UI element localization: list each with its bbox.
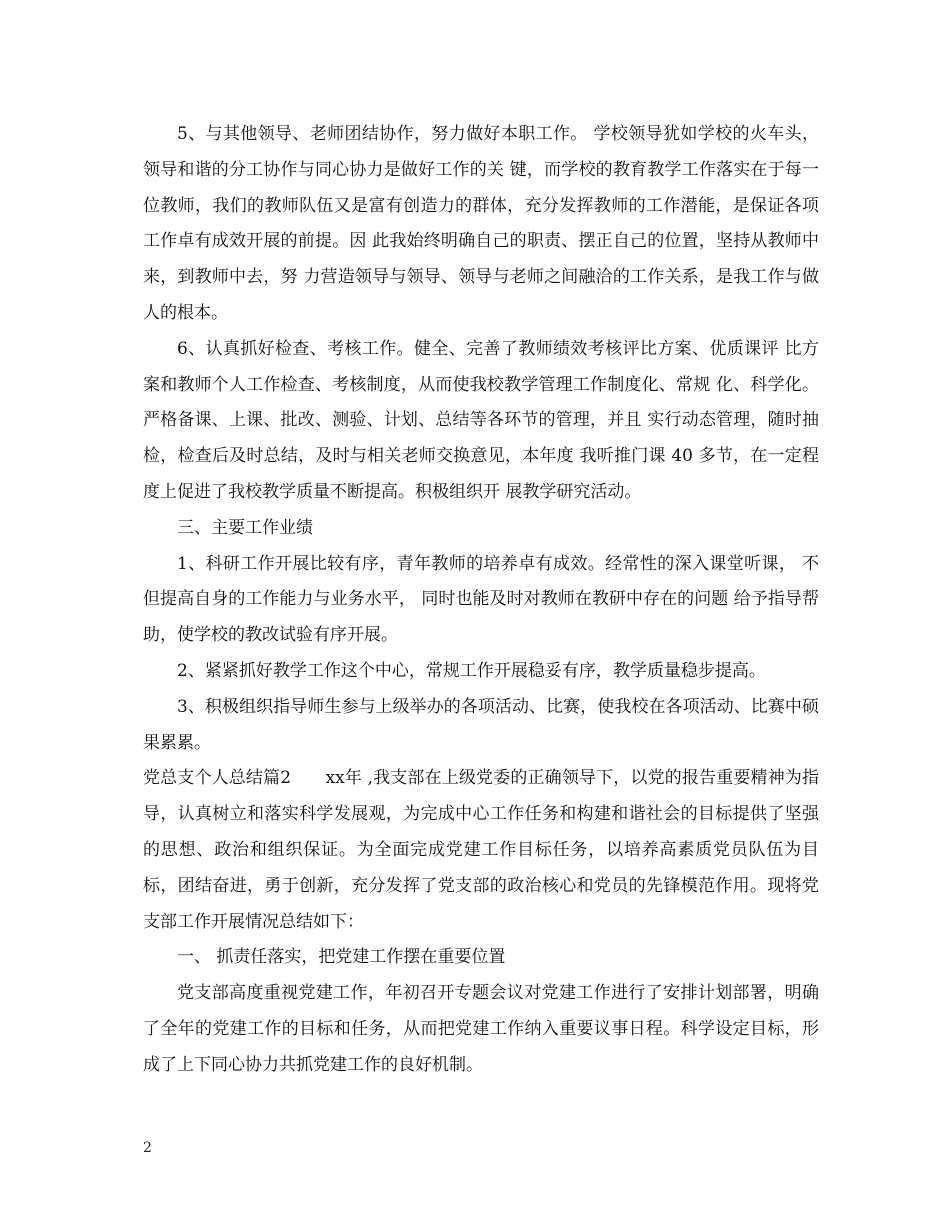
section-heading-achievements: 三、主要工作业绩 — [177, 517, 313, 538]
document-body — [143, 117, 819, 1084]
paragraph-item6-inspection: 6、认真抓好检查、考核工作。健全、完善了教师绩效考核评比方案、优质课评 比方案和教师个人工作检查、考核制度，从而使我校教学管理工作制度化、常规 化、科学化。严格备课、上课、批改、测验、计划、总结等各环节的管理，并且 实行动态管理，随时抽检，检查后及时总结，及时与相关老师交换意见，本年度 我听推门课 40 多节，在一定程度上促进了我校教学质量不断提高。积极组织开 展教学研究活动。 — [143, 338, 819, 502]
section-heading-responsibility: 一、 抓责任落实，把党建工作摆在重要位置 — [177, 947, 506, 968]
page-number: 2 — [143, 1140, 152, 1156]
paragraph-achievement-2: 2、紧紧抓好教学工作这个中心，常规工作开展稳妥有序，教学质量稳步提高。 — [177, 660, 766, 681]
paragraph-achievement-1: 1、科研工作开展比较有序，青年教师的培养卓有成效。经常性的深入课堂听课， 不但提高自身的工作能力与业务水平， 同时也能及时对教师在教研中存在的问题 给予指导帮助，使学校的教改试验有序开展。 — [143, 553, 819, 646]
paragraph-achievement-3: 3、积极组织指导师生参与上级举办的各项活动、比赛，使我校在各项活动、比赛中硕果累累。 — [143, 696, 819, 753]
paragraph-item5-cooperation: 5、与其他领导、老师团结协作，努力做好本职工作。 学校领导犹如学校的火车头， 领导和谐的分工协作与同心协力是做好工作的关 键，而学校的教育教学工作落实在于每一位教师，我们的教师队伍又是富有创造力的群体，充分发挥教师的工作潜能，是保证各项工作卓有成效开展的前提。因 此我始终明确自己的职责、摆正自己的位置，坚持从教师中来，到教师中去，努 力营造领导与领导、领导与老师之间融洽的工作关系，是我工作与做人的根本。 — [143, 124, 819, 323]
paragraph-party-building: 党支部高度重视党建工作，年初召开专题会议对党建工作进行了安排计划部署，明确了全年的党建工作的目标和任务，从而把党建工作纳入重要议事日程。科学设定目标，形成了上下同心协力共抓党建工作的良好机制。 — [143, 983, 819, 1075]
paragraph-summary-part2: 党总支个人总结篇2 xx年 ,我支部在上级党委的正确领导下，以党的报告重要精神为指导，认真树立和落实科学发展观，为完成中心工作任务和构建和谐社会的目标提供了坚强的思想、政治和组织保证。为全面完成党建工作目标任务，以培养高素质党员队伍为目标，团结奋进，勇于创新，充分发挥了党支部的政治核心和党员的先锋模范作用。现将党支部工作开展情况总结如下： — [143, 768, 819, 932]
